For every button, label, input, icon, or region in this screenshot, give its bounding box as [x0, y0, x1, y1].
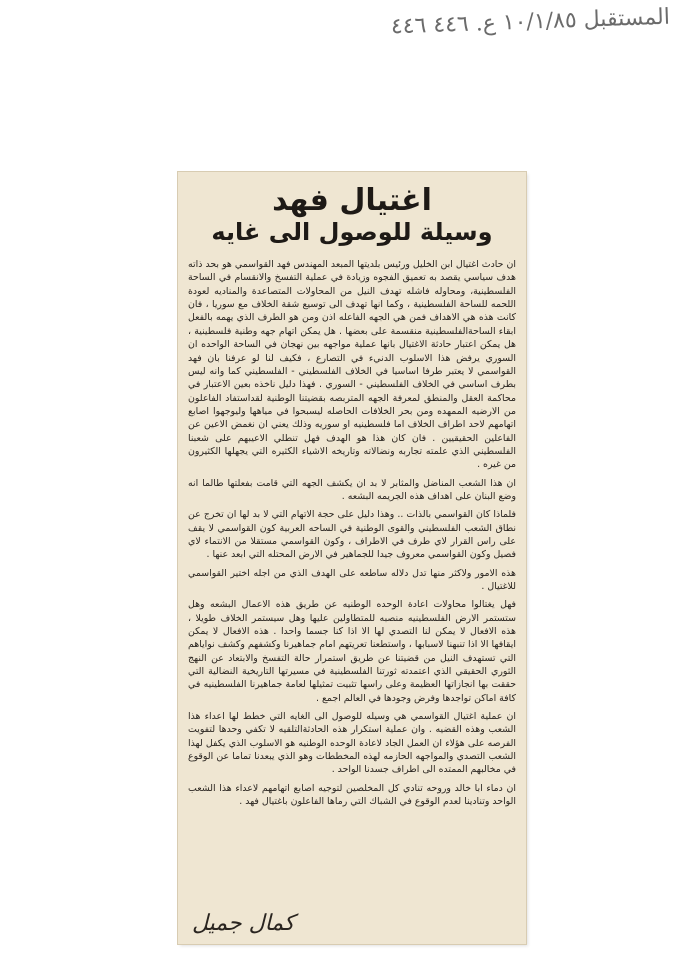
newspaper-clipping [178, 172, 526, 944]
author-signature: كمال جميل [192, 911, 295, 936]
article-paragraph: ان حادث اغتيال ابن الخليل ورئيس بلديتها المبعد المهندس فهد القواسمي هو بحد ذاته هدف سياسي يقصد به تعميق الفجوه وزيادة في عملية التفسخ والانقسام في الساحة الفلسطينية، ومحاوله فاشله تهدف النيل من المحاولات المتصاعدة والمناديه لعودة اللحمه للساحة الفلسطينية ، وكما انها تهدف الى توسيع شقة الخلاف مع سوريا ، فان كانت هذه هي الاهداف فمن هي الجهه الفاعله اذن ومن هو الطرف الذي يهمه بالفعل ابقاء الساحةالفلسطينية منقسمة على بعضها . هل يمكن اتهام جهه وطنية فلسطينية ، هل يمكن اعتبار حادثة الاغتيال بانها عملية مواجهه بين نهجان في الساحة الواحده ان السوري يرفض هذا الاسلوب الدنيء في التصارع ، فكيف لنا لو عرفنا بان فهد القواسمي لا يعتبر طرفا اساسيا في الخلاف الفلسطيني - الفلسطيني كما وانه ليس بطرف اساسي في الخلاف الفلسطيني - السوري . فهذا دليل ناخذه بعين الاعتبار في محاكمة العقل والمنطق لمعرفة الجهه المتربصه بقضيتنا الوطنية لقداستفاد الفاعلون من الارضيه الممهده ومن بحر الخلافات الحاصله ليسبحوا في مياهها وليوجهوا اصابع اتهامهم لاحد اطراف الخلاف اما فلسطينيه او سوريه وذلك يعني ان نغمض الاعين عن الفاعلين الحقيقيين . فان كان هذا هو الهدف فهل تنطلي الاعيبهم على شعبنا الفلسطيني الذي علمته تجاربه ونضالاته وتاريخه الاشياء الكثيره التي يجهلها الكثيرون من غيره . [188, 259, 516, 471]
article-paragraph: فهل يغتالوا محاولات اعادة الوحده الوطنيه عن طريق هذه الاعمال البشعه وهل ستستمر الارض الفلسطينيه منصبه للمتطاولين عليها وهل سيستمر الخلاف طويلا ، هذه الافعال لا يمكن لنا التصدي لها الا اذا كنا جسما واحدا . هذه الافعال لا يمكن ايقافها الا اذا تنبهنا لاسبابها ، واستطعنا تعريتهم امام جماهيرنا وكشفهم وكشف نواياهم التي تستهدف النيل من قضيتنا عن طريق استمرار حالة التفسخ والابتعاد عن النهج الثوري الحقيقي الذي اعتمدته ثورتنا الفلسطينية في مسيرتها التاريخية النضالية التي حققت بها انجازاتها العظيمة وعلى راسها تثبيت تمثيلها لعامة جماهيرنا الفلسطينيه في كافة اماكن تواجدها وفرض وجودها في العالم اجمع . [188, 599, 516, 704]
article-paragraph: فلماذا كان القواسمي بالذات .. وهذا دليل على حجة الاتهام التي لا بد لها ان تخرج عن نطاق الشعب الفلسطيني والقوى الوطنية في الساحه العربية كون القواسمي لا يقف على راس القرار لاي طرف في الاطراف ، وكون القواسمي مستقلا من الانتماء لاي فصيل وكون القواسمي معروف جيدا للجماهير في الارض المحتله التي ابعد عنها . [188, 509, 516, 561]
handwritten-date-note: المستقبل ١٠/١/٨٥ ع. ٤٤٦ ٤٤٦ [390, 4, 671, 40]
article-headline [188, 184, 516, 246]
article-paragraph: ان عملية اغتيال القواسمي هي وسيله للوصول الى الغايه التي خطط لها اعداء هذا الشعب وهذه القضيه . وان عملية استكرار هذه الحادثةالتلقيه لا تكفي وحدها لتفويت الفرصه على هؤلاء ان العمل الجاد لاعادة الوحده الوطنيه هو الاسلوب الذي يكفل لهذا الشعب التصدي والمواجهه الحازمه لهذه المخططات وهو الذي يبعدنا تماما عن الوقوع في مخالبهم الممتده الى اطراف جسدنا الواحد . [188, 711, 516, 776]
article-paragraph: ان هذا الشعب المناضل والمثابر لا بد ان يكشف الجهه التي قامت بفعلتها طالما انه وضع البنان على اهداف هذه الجريمه البشعه . [188, 477, 516, 502]
article-paragraph: ان دماء ابا خالد وروحه تنادي كل المخلصين لتوجيه اصابع اتهامهم لاعداء هذا الشعب الواحد وتنادينا لعدم الوقوع في الشباك التي رماها الفاعلون باغتيال فهد . [188, 782, 516, 808]
article-paragraph: هذه الامور ولاكثر منها تدل دلاله ساطعه على الهدف الذي من اجله اختير القواسمي للاغتيال . [188, 567, 516, 592]
headline-line-1: اغتيال فهد [272, 183, 432, 218]
article-body [188, 258, 516, 808]
headline-line-2: وسيلة للوصول الى غايه [211, 217, 493, 246]
